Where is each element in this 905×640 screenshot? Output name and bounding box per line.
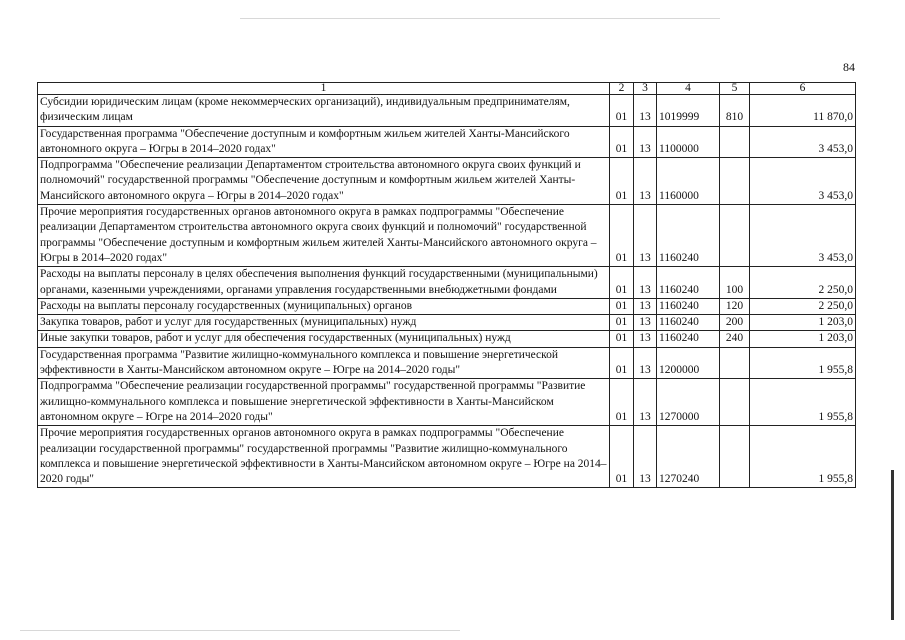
table-row [38,158,856,205]
row-name-cell: Подпрограмма "Обеспечение реализации Департаментом строительства автономного округа своих функций и полномочий" государственной программы "Обеспечение доступным и комфортным жильем жителей Ханты-Мансийского автономного округа – Югры в 2014–2020 годах" [38,158,610,205]
amount-cell: 1 955,8 [750,347,856,379]
amount-cell: 1 955,8 [750,379,856,426]
page-number: 84 [843,60,855,74]
target-article-cell: 1160240 [657,205,720,267]
subsection-code-cell: 13 [634,158,657,205]
header-col-5: 5 [720,83,750,95]
table-row [38,426,856,488]
row-name-cell: Субсидии юридическим лицам (кроме некоммерческих организаций), индивидуальным предпринимателям, физическим лицам [38,95,610,127]
header-col-1: 1 [38,83,610,95]
section-code-cell: 01 [610,126,634,158]
section-code-cell: 01 [610,298,634,314]
scan-edge-bar [891,470,894,620]
target-article-cell: 1160240 [657,315,720,331]
subsection-code-cell: 13 [634,126,657,158]
table-row [38,298,856,314]
amount-cell: 11 870,0 [750,95,856,127]
expense-type-cell [720,205,750,267]
expense-type-cell [720,426,750,488]
subsection-code-cell: 13 [634,267,657,299]
row-name-cell: Иные закупки товаров, работ и услуг для обеспечения государственных (муниципальных) нужд [38,331,610,347]
table-row [38,205,856,267]
subsection-code-cell: 13 [634,379,657,426]
section-code-cell: 01 [610,267,634,299]
budget-table-body [38,83,856,488]
section-code-cell: 01 [610,331,634,347]
section-code-cell: 01 [610,379,634,426]
expense-type-cell [720,158,750,205]
target-article-cell: 1100000 [657,126,720,158]
table-row [38,315,856,331]
expense-type-cell: 810 [720,95,750,127]
section-code-cell: 01 [610,158,634,205]
table-row [38,126,856,158]
scan-artifact-top [240,18,720,19]
expense-type-cell [720,126,750,158]
expense-type-cell: 100 [720,267,750,299]
table-row [38,331,856,347]
subsection-code-cell: 13 [634,298,657,314]
table-row [38,95,856,127]
amount-cell: 2 250,0 [750,298,856,314]
row-name-cell: Прочие мероприятия государственных органов автономного округа в рамках подпрограммы "Обеспечение реализации государственной программы" государственной программы "Развитие жилищно-коммунального комплекса и повышение энергетической эффективности в Ханты-Мансийском автономном округе – Югре на 2014–2020 годы" [38,426,610,488]
header-col-4: 4 [657,83,720,95]
budget-table [37,82,856,488]
target-article-cell: 1160240 [657,331,720,347]
target-article-cell: 1160240 [657,267,720,299]
section-code-cell: 01 [610,347,634,379]
target-article-cell: 1270240 [657,426,720,488]
table-header-row [38,83,856,95]
amount-cell: 3 453,0 [750,205,856,267]
target-article-cell: 1160240 [657,298,720,314]
section-code-cell: 01 [610,205,634,267]
table-row [38,347,856,379]
row-name-cell: Расходы на выплаты персоналу государственных (муниципальных) органов [38,298,610,314]
header-col-6: 6 [750,83,856,95]
row-name-cell: Государственная программа "Обеспечение доступным и комфортным жильем жителей Ханты-Мансийского автономного округа – Югры в 2014–2020 годах" [38,126,610,158]
subsection-code-cell: 13 [634,315,657,331]
scan-artifact-bottom [20,630,460,631]
expense-type-cell [720,347,750,379]
row-name-cell: Подпрограмма "Обеспечение реализации государственной программы" государственной программы "Развитие жилищно-коммунального комплекса и повышение энергетической эффективности в Ханты-Мансийском автономном округе – Югре на 2014–2020 годы" [38,379,610,426]
section-code-cell: 01 [610,426,634,488]
expense-type-cell: 120 [720,298,750,314]
row-name-cell: Закупка товаров, работ и услуг для государственных (муниципальных) нужд [38,315,610,331]
expense-type-cell: 200 [720,315,750,331]
target-article-cell: 1019999 [657,95,720,127]
amount-cell: 3 453,0 [750,158,856,205]
amount-cell: 1 203,0 [750,315,856,331]
subsection-code-cell: 13 [634,205,657,267]
section-code-cell: 01 [610,315,634,331]
expense-type-cell: 240 [720,331,750,347]
table-row [38,379,856,426]
section-code-cell: 01 [610,95,634,127]
subsection-code-cell: 13 [634,95,657,127]
subsection-code-cell: 13 [634,426,657,488]
expense-type-cell [720,379,750,426]
amount-cell: 1 203,0 [750,331,856,347]
subsection-code-cell: 13 [634,331,657,347]
row-name-cell: Прочие мероприятия государственных органов автономного округа в рамках подпрограммы "Обеспечение реализации Департаментом строительства автономного округа своих функций и полномочий" государственной программы "Обеспечение доступным и комфортным жильем жителей Ханты-Мансийского автономного округа – Югры в 2014–2020 годах" [38,205,610,267]
target-article-cell: 1200000 [657,347,720,379]
table-row [38,267,856,299]
amount-cell: 3 453,0 [750,126,856,158]
header-col-3: 3 [634,83,657,95]
amount-cell: 1 955,8 [750,426,856,488]
target-article-cell: 1270000 [657,379,720,426]
amount-cell: 2 250,0 [750,267,856,299]
target-article-cell: 1160000 [657,158,720,205]
row-name-cell: Расходы на выплаты персоналу в целях обеспечения выполнения функций государственными (муниципальными) органами, казенными учреждениями, органами управления государственными внебюджетными фондами [38,267,610,299]
subsection-code-cell: 13 [634,347,657,379]
header-col-2: 2 [610,83,634,95]
row-name-cell: Государственная программа "Развитие жилищно-коммунального комплекса и повышение энергетической эффективности в Ханты-Мансийском автономном округе – Югре на 2014–2020 годы" [38,347,610,379]
